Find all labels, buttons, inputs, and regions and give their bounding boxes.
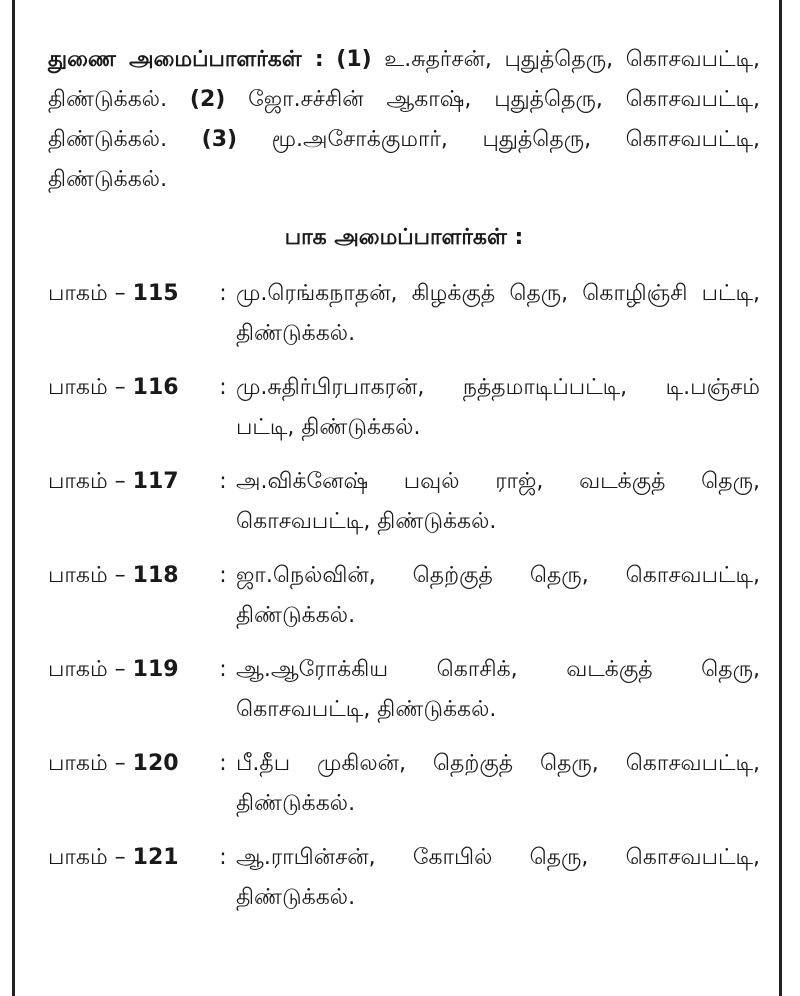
part-label bbox=[48, 556, 210, 596]
part-number: 121 bbox=[132, 845, 179, 870]
separator-colon: : bbox=[219, 375, 227, 400]
entry-text: உ.சுதர்சன், புதுத்தெரு, கொசவபட்டி, திண்டுக்கல். bbox=[48, 47, 761, 112]
entry-text: மூ.அசோக்குமார், புதுத்தெரு, கொசவபட்டி, திண்டுக்கல். bbox=[48, 127, 760, 192]
list-item bbox=[48, 462, 760, 542]
part-prefix: பாகம் – bbox=[48, 563, 133, 588]
part-label bbox=[48, 462, 210, 502]
part-prefix: பாகம் – bbox=[48, 375, 133, 400]
part-prefix: பாகம் – bbox=[48, 469, 133, 494]
part-label bbox=[48, 368, 210, 408]
separator-colon: : bbox=[219, 845, 227, 870]
separator-colon: : bbox=[219, 281, 227, 306]
part-label bbox=[48, 744, 210, 784]
part-number: 116 bbox=[132, 375, 179, 400]
list-item bbox=[48, 274, 760, 354]
part-prefix: பாகம் – bbox=[48, 751, 133, 776]
separator-colon: : bbox=[219, 751, 227, 776]
list-item bbox=[48, 368, 760, 448]
organizer-address: மு.சுதிர்பிரபாகரன், நத்தமாடிப்பட்டி, டி.பஞ்சம் பட்டி, திண்டுக்கல். bbox=[236, 375, 760, 440]
part-label bbox=[48, 838, 210, 878]
part-number: 118 bbox=[132, 563, 179, 588]
part-number: 115 bbox=[132, 281, 179, 306]
list-item bbox=[48, 556, 760, 636]
organizer-address: ஜா.நெல்வின், தெற்குத் தெரு, கொசவபட்டி, திண்டுக்கல். bbox=[236, 563, 760, 628]
organizer-address: ஆ.ஆரோக்கிய கொசிக், வடக்குத் தெரு, கொசவபட்டி, திண்டுக்கல். bbox=[236, 657, 760, 722]
assistant-organizers-heading: துணை அமைப்பாளர்கள் : bbox=[48, 47, 324, 72]
organizer-address: ஆ.ராபின்சன், கோபில் தெரு, கொசவபட்டி, திண்டுக்கல். bbox=[236, 845, 760, 910]
organizer-address: மு.ரெங்கநாதன், கிழக்குத் தெரு, கொழிஞ்சி பட்டி, திண்டுக்கல். bbox=[236, 281, 760, 346]
part-label bbox=[48, 274, 210, 314]
entry-number: (1) bbox=[336, 47, 372, 72]
entry-number: (3) bbox=[201, 127, 238, 152]
separator-colon: : bbox=[219, 469, 227, 494]
separator-colon: : bbox=[219, 657, 227, 682]
part-prefix: பாகம் – bbox=[48, 657, 133, 682]
part-prefix: பாகம் – bbox=[48, 281, 133, 306]
organizer-address: பீ.தீப முகிலன், தெற்குத் தெரு, கொசவபட்டி, திண்டுக்கல். bbox=[236, 751, 760, 816]
part-number: 120 bbox=[132, 751, 179, 776]
list-item bbox=[48, 744, 760, 824]
document-body bbox=[48, 40, 760, 932]
organizer-address: அ.விக்னேஷ் பவுல் ராஜ், வடக்குத் தெரு, கொசவபட்டி, திண்டுக்கல். bbox=[236, 469, 760, 534]
assistant-organizers-paragraph bbox=[48, 40, 760, 200]
list-item bbox=[48, 838, 760, 918]
entry-text: ஜோ.சச்சின் ஆகாஷ், புதுத்தெரு, கொசவபட்டி, திண்டுக்கல். bbox=[48, 87, 760, 152]
part-number: 119 bbox=[132, 657, 179, 682]
part-number: 117 bbox=[132, 469, 179, 494]
part-prefix: பாகம் – bbox=[48, 845, 133, 870]
entry-number: (2) bbox=[189, 87, 226, 112]
section-title: பாக அமைப்பாளர்கள் : bbox=[284, 225, 524, 250]
list-item bbox=[48, 650, 760, 730]
separator-colon: : bbox=[219, 563, 227, 588]
part-label bbox=[48, 650, 210, 690]
